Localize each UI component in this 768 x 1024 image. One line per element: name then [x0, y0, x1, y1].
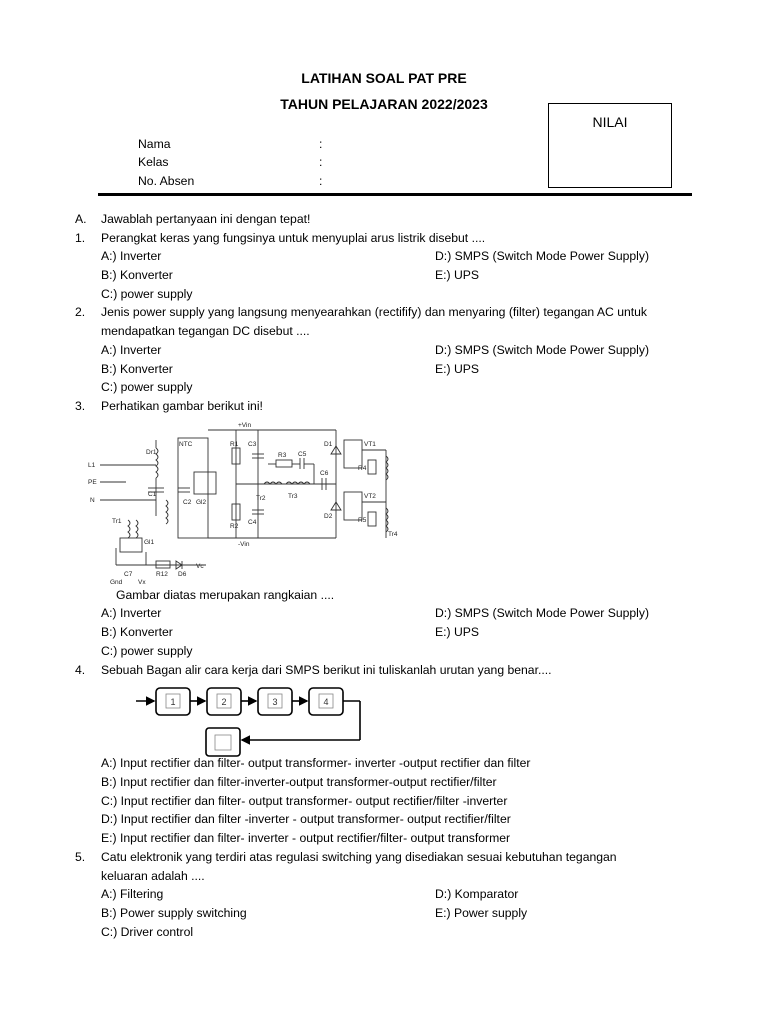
label-n: N	[90, 497, 95, 504]
label-gl1: Gl1	[144, 539, 155, 546]
option-b: B:) Konverter	[101, 268, 173, 282]
question-number: 4.	[75, 663, 86, 677]
question-text: Sebuah Bagan alir cara kerja dari SMPS berikut ini tuliskanlah urutan yang benar....	[101, 663, 552, 677]
label-r2: R2	[230, 523, 239, 530]
label-gnd: Gnd	[110, 579, 123, 586]
field-class-label: Kelas	[138, 155, 169, 169]
label-c1: C1	[148, 491, 157, 498]
option-c: C:) Driver control	[101, 925, 194, 939]
option-d: D:) SMPS (Switch Mode Power Supply)	[435, 606, 650, 620]
flow-box-3: 3	[272, 697, 278, 707]
section-instruction: Jawablah pertanyaan ini dengan tepat!	[101, 212, 311, 226]
option-b: B:) Input rectifier dan filter-inverter-output transformer-output rectifier/filter	[101, 775, 497, 789]
label-d2: D2	[324, 513, 333, 520]
field-absen-colon: :	[319, 174, 323, 188]
question-text-cont: mendapatkan tegangan DC disebut ....	[101, 324, 310, 338]
question-text-cont: keluaran adalah ....	[101, 869, 205, 883]
label-tr3: Tr3	[288, 493, 298, 500]
field-name-label: Nama	[138, 137, 171, 151]
question-text: Perhatikan gambar berikut ini!	[101, 399, 263, 413]
header-divider	[98, 193, 692, 196]
option-a: A:) Input rectifier dan filter- output transformer- inverter -output rectifier dan filter	[101, 756, 531, 770]
option-e: E:) Power supply	[435, 906, 528, 920]
label-vin-pos: +Vin	[238, 422, 252, 429]
option-d: D:) Komparator	[435, 887, 519, 901]
label-vx: Vx	[138, 579, 146, 586]
option-c: C:) power supply	[101, 644, 193, 658]
option-e: E:) UPS	[435, 268, 480, 282]
question-number: 1.	[75, 231, 86, 245]
question-text: Catu elektronik yang terdiri atas regulasi switching yang disediakan sesuai kebutuhan tegangan	[101, 850, 617, 864]
section-letter: A.	[75, 212, 87, 226]
label-l1: L1	[88, 462, 96, 469]
document-subtitle: TAHUN PELAJARAN 2022/2023	[280, 96, 488, 112]
option-a: A:) Inverter	[101, 343, 162, 357]
option-e: E:) Input rectifier dan filter- inverter - output rectifier/filter- output transformer	[101, 831, 511, 845]
option-e: E:) UPS	[435, 362, 480, 376]
label-tr2: Tr2	[256, 495, 266, 502]
smps-circuit-diagram	[86, 420, 406, 590]
label-tr1: Tr1	[112, 518, 122, 525]
question-text: Jenis power supply yang langsung menyearahkan (rectifify) dan menyaring (filter) tegangan AC untuk	[101, 305, 648, 319]
option-c: C:) Input rectifier dan filter- output transformer- output rectifier/filter -inverter	[101, 794, 508, 808]
option-c: C:) power supply	[101, 380, 193, 394]
flow-box-2: 2	[221, 697, 227, 707]
option-d: D:) Input rectifier dan filter -inverter - output transformer- output rectifier/filter	[101, 812, 511, 826]
label-r4: R4	[358, 465, 367, 472]
label-r12: R12	[156, 571, 168, 578]
label-vin-neg: -Vin	[238, 541, 250, 548]
score-box	[548, 103, 672, 188]
option-c: C:) power supply	[101, 287, 193, 301]
label-r3: R3	[278, 452, 287, 459]
label-d6: D6	[178, 571, 187, 578]
option-e: E:) UPS	[435, 625, 480, 639]
label-dr1: Dr1	[146, 449, 157, 456]
label-r5: R5	[358, 517, 367, 524]
label-pe: PE	[88, 479, 97, 486]
option-a: A:) Inverter	[101, 249, 162, 263]
label-ntc: NTC	[179, 441, 193, 448]
option-b: B:) Konverter	[101, 625, 173, 639]
label-c7: C7	[124, 571, 133, 578]
option-a: A:) Inverter	[101, 606, 162, 620]
question-number: 2.	[75, 305, 86, 319]
score-label: NILAI	[592, 114, 628, 130]
field-class-colon: :	[319, 155, 323, 169]
question-number: 5.	[75, 850, 86, 864]
document-title: LATIHAN SOAL PAT PRE	[301, 70, 467, 86]
label-gl2: Gl2	[196, 499, 207, 506]
label-c3: C3	[248, 441, 257, 448]
field-absen-label: No. Absen	[138, 174, 195, 188]
label-c4: C4	[248, 519, 257, 526]
flow-box-4: 4	[323, 697, 329, 707]
question-text: Perangkat keras yang fungsinya untuk menyuplai arus listrik disebut ....	[101, 231, 486, 245]
option-d: D:) SMPS (Switch Mode Power Supply)	[435, 343, 650, 357]
label-r1: R1	[230, 441, 239, 448]
option-d: D:) SMPS (Switch Mode Power Supply)	[435, 249, 650, 263]
label-tr4: Tr4	[388, 531, 398, 538]
label-c6: C6	[320, 470, 329, 477]
flow-box-1: 1	[170, 697, 176, 707]
smps-flow-chart	[130, 684, 380, 760]
option-b: B:) Power supply switching	[101, 906, 247, 920]
figure-caption: Gambar diatas merupakan rangkaian ....	[116, 588, 335, 602]
question-number: 3.	[75, 399, 86, 413]
label-vt1: VT1	[364, 441, 376, 448]
label-c2: C2	[183, 499, 192, 506]
option-a: A:) Filtering	[101, 887, 164, 901]
option-b: B:) Konverter	[101, 362, 173, 376]
label-vc: Vc	[196, 563, 204, 570]
label-d1: D1	[324, 441, 333, 448]
label-vt2: VT2	[364, 493, 376, 500]
label-c5: C5	[298, 451, 307, 458]
field-name-colon: :	[319, 137, 323, 151]
